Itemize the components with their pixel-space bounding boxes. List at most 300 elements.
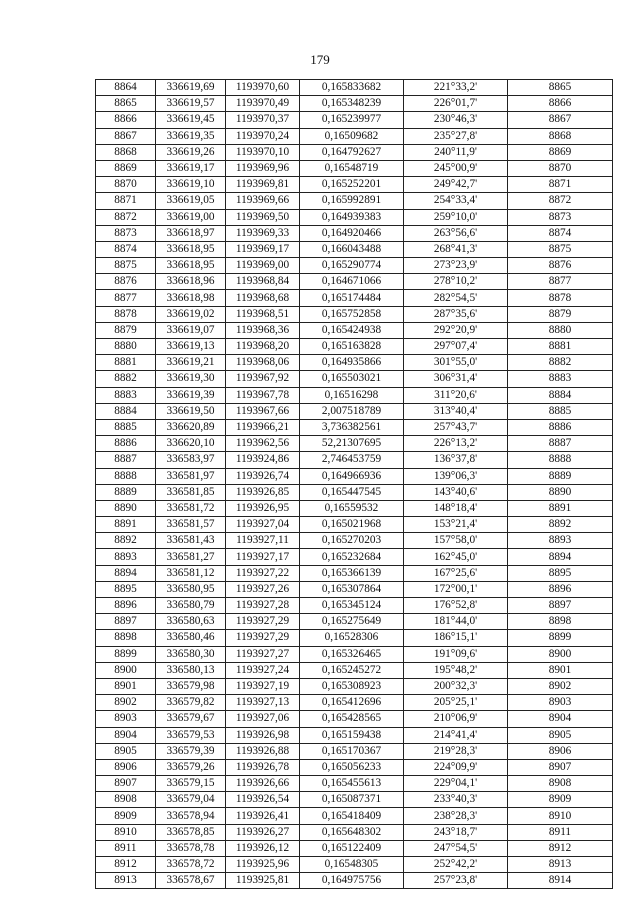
table-row (96, 144, 613, 160)
y-coordinate-cell: 1193926,54 (226, 792, 300, 808)
x-coordinate-cell: 336579,39 (156, 743, 226, 759)
x-coordinate-cell: 336583,97 (156, 452, 226, 468)
point-number-cell: 8867 (96, 128, 156, 144)
table-row (96, 517, 613, 533)
distance-cell: 0,165021968 (300, 517, 404, 533)
table-row (96, 711, 613, 727)
next-point-cell: 8905 (508, 727, 613, 743)
y-coordinate-cell: 1193969,96 (226, 160, 300, 176)
point-number-cell: 8889 (96, 484, 156, 500)
distance-cell: 2,746453759 (300, 452, 404, 468)
x-coordinate-cell: 336581,97 (156, 468, 226, 484)
next-point-cell: 8898 (508, 614, 613, 630)
bearing-cell: 273°23,9' (404, 258, 508, 274)
coordinates-table-body (96, 80, 613, 889)
table-row (96, 598, 613, 614)
point-number-cell: 8871 (96, 193, 156, 209)
point-number-cell: 8880 (96, 339, 156, 355)
y-coordinate-cell: 1193926,98 (226, 727, 300, 743)
distance-cell: 0,165170367 (300, 743, 404, 759)
x-coordinate-cell: 336581,43 (156, 533, 226, 549)
y-coordinate-cell: 1193927,28 (226, 598, 300, 614)
distance-cell: 0,165232684 (300, 549, 404, 565)
x-coordinate-cell: 336619,69 (156, 80, 226, 96)
next-point-cell: 8886 (508, 419, 613, 435)
table-row (96, 840, 613, 856)
table-row (96, 112, 613, 128)
next-point-cell: 8896 (508, 581, 613, 597)
point-number-cell: 8877 (96, 290, 156, 306)
point-number-cell: 8897 (96, 614, 156, 630)
table-row (96, 792, 613, 808)
table-row (96, 258, 613, 274)
y-coordinate-cell: 1193927,27 (226, 646, 300, 662)
bearing-cell: 191°09,6' (404, 646, 508, 662)
next-point-cell: 8891 (508, 500, 613, 516)
table-row (96, 500, 613, 516)
x-coordinate-cell: 336581,27 (156, 549, 226, 565)
y-coordinate-cell: 1193967,92 (226, 371, 300, 387)
point-number-cell: 8885 (96, 419, 156, 435)
table-row (96, 646, 613, 662)
next-point-cell: 8875 (508, 241, 613, 257)
distance-cell: 0,165752858 (300, 306, 404, 322)
bearing-cell: 238°28,3' (404, 808, 508, 824)
point-number-cell: 8896 (96, 598, 156, 614)
point-number-cell: 8903 (96, 711, 156, 727)
distance-cell: 0,165087371 (300, 792, 404, 808)
point-number-cell: 8870 (96, 177, 156, 193)
point-number-cell: 8864 (96, 80, 156, 96)
next-point-cell: 8879 (508, 306, 613, 322)
x-coordinate-cell: 336619,35 (156, 128, 226, 144)
next-point-cell: 8888 (508, 452, 613, 468)
y-coordinate-cell: 1193927,29 (226, 630, 300, 646)
y-coordinate-cell: 1193927,22 (226, 565, 300, 581)
distance-cell: 0,165503021 (300, 371, 404, 387)
next-point-cell: 8890 (508, 484, 613, 500)
x-coordinate-cell: 336620,10 (156, 436, 226, 452)
bearing-cell: 254°33,4' (404, 193, 508, 209)
distance-cell: 0,16559532 (300, 500, 404, 516)
next-point-cell: 8892 (508, 517, 613, 533)
bearing-cell: 306°31,4' (404, 371, 508, 387)
table-row (96, 96, 613, 112)
next-point-cell: 8876 (508, 258, 613, 274)
x-coordinate-cell: 336619,45 (156, 112, 226, 128)
next-point-cell: 8903 (508, 695, 613, 711)
table-row (96, 662, 613, 678)
y-coordinate-cell: 1193926,78 (226, 759, 300, 775)
point-number-cell: 8884 (96, 403, 156, 419)
point-number-cell: 8882 (96, 371, 156, 387)
y-coordinate-cell: 1193968,20 (226, 339, 300, 355)
bearing-cell: 136°37,8' (404, 452, 508, 468)
next-point-cell: 8908 (508, 776, 613, 792)
x-coordinate-cell: 336618,96 (156, 274, 226, 290)
next-point-cell: 8865 (508, 80, 613, 96)
bearing-cell: 259°10,0' (404, 209, 508, 225)
next-point-cell: 8871 (508, 177, 613, 193)
next-point-cell: 8913 (508, 857, 613, 873)
table-row (96, 873, 613, 889)
y-coordinate-cell: 1193969,66 (226, 193, 300, 209)
y-coordinate-cell: 1193968,36 (226, 322, 300, 338)
next-point-cell: 8872 (508, 193, 613, 209)
point-number-cell: 8875 (96, 258, 156, 274)
distance-cell: 0,165418409 (300, 808, 404, 824)
bearing-cell: 143°40,6' (404, 484, 508, 500)
y-coordinate-cell: 1193927,19 (226, 678, 300, 694)
y-coordinate-cell: 1193962,56 (226, 436, 300, 452)
y-coordinate-cell: 1193926,41 (226, 808, 300, 824)
x-coordinate-cell: 336619,21 (156, 355, 226, 371)
y-coordinate-cell: 1193926,74 (226, 468, 300, 484)
point-number-cell: 8869 (96, 160, 156, 176)
point-number-cell: 8912 (96, 857, 156, 873)
table-row (96, 160, 613, 176)
bearing-cell: 205°25,1' (404, 695, 508, 711)
table-row (96, 128, 613, 144)
x-coordinate-cell: 336580,13 (156, 662, 226, 678)
distance-cell: 0,165270203 (300, 533, 404, 549)
point-number-cell: 8873 (96, 225, 156, 241)
bearing-cell: 176°52,8' (404, 598, 508, 614)
next-point-cell: 8877 (508, 274, 613, 290)
x-coordinate-cell: 336578,94 (156, 808, 226, 824)
y-coordinate-cell: 1193966,21 (226, 419, 300, 435)
y-coordinate-cell: 1193969,33 (226, 225, 300, 241)
distance-cell: 0,164920466 (300, 225, 404, 241)
x-coordinate-cell: 336619,05 (156, 193, 226, 209)
bearing-cell: 167°25,6' (404, 565, 508, 581)
distance-cell: 0,165424938 (300, 322, 404, 338)
distance-cell: 0,165992891 (300, 193, 404, 209)
next-point-cell: 8907 (508, 759, 613, 775)
y-coordinate-cell: 1193970,60 (226, 80, 300, 96)
bearing-cell: 200°32,3' (404, 678, 508, 694)
table-row (96, 630, 613, 646)
bearing-cell: 287°35,6' (404, 306, 508, 322)
x-coordinate-cell: 336580,46 (156, 630, 226, 646)
next-point-cell: 8882 (508, 355, 613, 371)
bearing-cell: 247°54,5' (404, 840, 508, 856)
table-row (96, 339, 613, 355)
bearing-cell: 292°20,9' (404, 322, 508, 338)
table-row (96, 241, 613, 257)
x-coordinate-cell: 336580,30 (156, 646, 226, 662)
point-number-cell: 8868 (96, 144, 156, 160)
bearing-cell: 233°40,3' (404, 792, 508, 808)
bearing-cell: 221°33,2' (404, 80, 508, 96)
next-point-cell: 8894 (508, 549, 613, 565)
x-coordinate-cell: 336579,15 (156, 776, 226, 792)
next-point-cell: 8899 (508, 630, 613, 646)
distance-cell: 0,165648302 (300, 824, 404, 840)
distance-cell: 0,165455613 (300, 776, 404, 792)
y-coordinate-cell: 1193927,24 (226, 662, 300, 678)
bearing-cell: 257°43,7' (404, 419, 508, 435)
distance-cell: 0,166043488 (300, 241, 404, 257)
bearing-cell: 282°54,5' (404, 290, 508, 306)
point-number-cell: 8893 (96, 549, 156, 565)
point-number-cell: 8904 (96, 727, 156, 743)
x-coordinate-cell: 336619,02 (156, 306, 226, 322)
point-number-cell: 8866 (96, 112, 156, 128)
bearing-cell: 278°10,2' (404, 274, 508, 290)
table-row (96, 290, 613, 306)
table-row (96, 225, 613, 241)
table-row (96, 274, 613, 290)
y-coordinate-cell: 1193927,26 (226, 581, 300, 597)
y-coordinate-cell: 1193927,13 (226, 695, 300, 711)
table-row (96, 322, 613, 338)
bearing-cell: 195°48,2' (404, 662, 508, 678)
bearing-cell: 226°01,7' (404, 96, 508, 112)
distance-cell: 0,16528306 (300, 630, 404, 646)
next-point-cell: 8902 (508, 678, 613, 694)
x-coordinate-cell: 336618,97 (156, 225, 226, 241)
distance-cell: 0,165326465 (300, 646, 404, 662)
next-point-cell: 8868 (508, 128, 613, 144)
y-coordinate-cell: 1193924,86 (226, 452, 300, 468)
table-row (96, 776, 613, 792)
x-coordinate-cell: 336619,26 (156, 144, 226, 160)
bearing-cell: 263°56,6' (404, 225, 508, 241)
next-point-cell: 8911 (508, 824, 613, 840)
point-number-cell: 8907 (96, 776, 156, 792)
point-number-cell: 8894 (96, 565, 156, 581)
table-row (96, 565, 613, 581)
distance-cell: 0,165174484 (300, 290, 404, 306)
x-coordinate-cell: 336580,95 (156, 581, 226, 597)
y-coordinate-cell: 1193970,24 (226, 128, 300, 144)
distance-cell: 0,165056233 (300, 759, 404, 775)
y-coordinate-cell: 1193969,00 (226, 258, 300, 274)
table-row (96, 695, 613, 711)
table-row (96, 452, 613, 468)
x-coordinate-cell: 336618,98 (156, 290, 226, 306)
next-point-cell: 8867 (508, 112, 613, 128)
x-coordinate-cell: 336580,79 (156, 598, 226, 614)
bearing-cell: 249°42,7' (404, 177, 508, 193)
y-coordinate-cell: 1193970,49 (226, 96, 300, 112)
point-number-cell: 8900 (96, 662, 156, 678)
x-coordinate-cell: 336578,85 (156, 824, 226, 840)
distance-cell: 0,165239977 (300, 112, 404, 128)
y-coordinate-cell: 1193926,95 (226, 500, 300, 516)
bearing-cell: 268°41,3' (404, 241, 508, 257)
point-number-cell: 8888 (96, 468, 156, 484)
distance-cell: 0,165428565 (300, 711, 404, 727)
x-coordinate-cell: 336581,12 (156, 565, 226, 581)
y-coordinate-cell: 1193968,06 (226, 355, 300, 371)
bearing-cell: 148°18,4' (404, 500, 508, 516)
distance-cell: 0,16516298 (300, 387, 404, 403)
point-number-cell: 8898 (96, 630, 156, 646)
next-point-cell: 8873 (508, 209, 613, 225)
next-point-cell: 8912 (508, 840, 613, 856)
x-coordinate-cell: 336581,57 (156, 517, 226, 533)
table-row (96, 355, 613, 371)
y-coordinate-cell: 1193925,96 (226, 857, 300, 873)
distance-cell: 0,164671066 (300, 274, 404, 290)
x-coordinate-cell: 336619,50 (156, 403, 226, 419)
distance-cell: 0,16548305 (300, 857, 404, 873)
x-coordinate-cell: 336619,10 (156, 177, 226, 193)
table-row (96, 678, 613, 694)
distance-cell: 0,164966936 (300, 468, 404, 484)
table-row (96, 371, 613, 387)
next-point-cell: 8893 (508, 533, 613, 549)
point-number-cell: 8879 (96, 322, 156, 338)
distance-cell: 0,164975756 (300, 873, 404, 889)
point-number-cell: 8883 (96, 387, 156, 403)
bearing-cell: 214°41,4' (404, 727, 508, 743)
table-row (96, 193, 613, 209)
table-row (96, 808, 613, 824)
next-point-cell: 8909 (508, 792, 613, 808)
x-coordinate-cell: 336619,57 (156, 96, 226, 112)
y-coordinate-cell: 1193927,17 (226, 549, 300, 565)
bearing-cell: 153°21,4' (404, 517, 508, 533)
bearing-cell: 229°04,1' (404, 776, 508, 792)
x-coordinate-cell: 336579,67 (156, 711, 226, 727)
x-coordinate-cell: 336619,17 (156, 160, 226, 176)
next-point-cell: 8880 (508, 322, 613, 338)
table-row (96, 727, 613, 743)
distance-cell: 0,165348239 (300, 96, 404, 112)
bearing-cell: 257°23,8' (404, 873, 508, 889)
distance-cell: 0,164935866 (300, 355, 404, 371)
table-row (96, 387, 613, 403)
point-number-cell: 8895 (96, 581, 156, 597)
point-number-cell: 8906 (96, 759, 156, 775)
next-point-cell: 8910 (508, 808, 613, 824)
distance-cell: 0,164939383 (300, 209, 404, 225)
table-row (96, 403, 613, 419)
point-number-cell: 8892 (96, 533, 156, 549)
bearing-cell: 172°00,1' (404, 581, 508, 597)
table-row (96, 468, 613, 484)
next-point-cell: 8878 (508, 290, 613, 306)
point-number-cell: 8886 (96, 436, 156, 452)
point-number-cell: 8874 (96, 241, 156, 257)
bearing-cell: 186°15,1' (404, 630, 508, 646)
point-number-cell: 8865 (96, 96, 156, 112)
y-coordinate-cell: 1193969,50 (226, 209, 300, 225)
y-coordinate-cell: 1193968,68 (226, 290, 300, 306)
next-point-cell: 8906 (508, 743, 613, 759)
bearing-cell: 301°55,0' (404, 355, 508, 371)
point-number-cell: 8881 (96, 355, 156, 371)
next-point-cell: 8866 (508, 96, 613, 112)
x-coordinate-cell: 336579,26 (156, 759, 226, 775)
distance-cell: 0,165308923 (300, 678, 404, 694)
table-row (96, 436, 613, 452)
bearing-cell: 230°46,3' (404, 112, 508, 128)
bearing-cell: 219°28,3' (404, 743, 508, 759)
page-number: 179 (310, 52, 330, 67)
x-coordinate-cell: 336579,53 (156, 727, 226, 743)
distance-cell: 0,16548719 (300, 160, 404, 176)
table-row (96, 857, 613, 873)
bearing-cell: 181°44,0' (404, 614, 508, 630)
x-coordinate-cell: 336578,72 (156, 857, 226, 873)
y-coordinate-cell: 1193927,06 (226, 711, 300, 727)
y-coordinate-cell: 1193968,51 (226, 306, 300, 322)
bearing-cell: 235°27,8' (404, 128, 508, 144)
table-row (96, 743, 613, 759)
point-number-cell: 8908 (96, 792, 156, 808)
distance-cell: 2,007518789 (300, 403, 404, 419)
distance-cell: 52,21307695 (300, 436, 404, 452)
distance-cell: 0,165275649 (300, 614, 404, 630)
point-number-cell: 8887 (96, 452, 156, 468)
table-row (96, 80, 613, 96)
y-coordinate-cell: 1193926,66 (226, 776, 300, 792)
point-number-cell: 8876 (96, 274, 156, 290)
point-number-cell: 8902 (96, 695, 156, 711)
x-coordinate-cell: 336620,89 (156, 419, 226, 435)
distance-cell: 0,165163828 (300, 339, 404, 355)
point-number-cell: 8911 (96, 840, 156, 856)
x-coordinate-cell: 336578,78 (156, 840, 226, 856)
bearing-cell: 311°20,6' (404, 387, 508, 403)
distance-cell: 0,165245272 (300, 662, 404, 678)
next-point-cell: 8869 (508, 144, 613, 160)
point-number-cell: 8872 (96, 209, 156, 225)
distance-cell: 0,165366139 (300, 565, 404, 581)
next-point-cell: 8883 (508, 371, 613, 387)
point-number-cell: 8913 (96, 873, 156, 889)
point-number-cell: 8901 (96, 678, 156, 694)
bearing-cell: 224°09,9' (404, 759, 508, 775)
bearing-cell: 245°00,9' (404, 160, 508, 176)
table-row (96, 549, 613, 565)
table-row (96, 824, 613, 840)
next-point-cell: 8884 (508, 387, 613, 403)
table-row (96, 419, 613, 435)
x-coordinate-cell: 336580,63 (156, 614, 226, 630)
x-coordinate-cell: 336619,00 (156, 209, 226, 225)
point-number-cell: 8909 (96, 808, 156, 824)
distance-cell: 0,165447545 (300, 484, 404, 500)
x-coordinate-cell: 336619,39 (156, 387, 226, 403)
distance-cell: 0,164792627 (300, 144, 404, 160)
next-point-cell: 8914 (508, 873, 613, 889)
distance-cell: 0,165252201 (300, 177, 404, 193)
point-number-cell: 8878 (96, 306, 156, 322)
x-coordinate-cell: 336619,07 (156, 322, 226, 338)
y-coordinate-cell: 1193967,78 (226, 387, 300, 403)
table-row (96, 533, 613, 549)
bearing-cell: 162°45,0' (404, 549, 508, 565)
distance-cell: 0,165345124 (300, 598, 404, 614)
bearing-cell: 240°11,9' (404, 144, 508, 160)
table-row (96, 306, 613, 322)
distance-cell: 0,165290774 (300, 258, 404, 274)
distance-cell: 3,736382561 (300, 419, 404, 435)
bearing-cell: 226°13,2' (404, 436, 508, 452)
distance-cell: 0,165412696 (300, 695, 404, 711)
next-point-cell: 8881 (508, 339, 613, 355)
distance-cell: 0,165833682 (300, 80, 404, 96)
x-coordinate-cell: 336581,72 (156, 500, 226, 516)
y-coordinate-cell: 1193925,81 (226, 873, 300, 889)
x-coordinate-cell: 336618,95 (156, 241, 226, 257)
next-point-cell: 8895 (508, 565, 613, 581)
